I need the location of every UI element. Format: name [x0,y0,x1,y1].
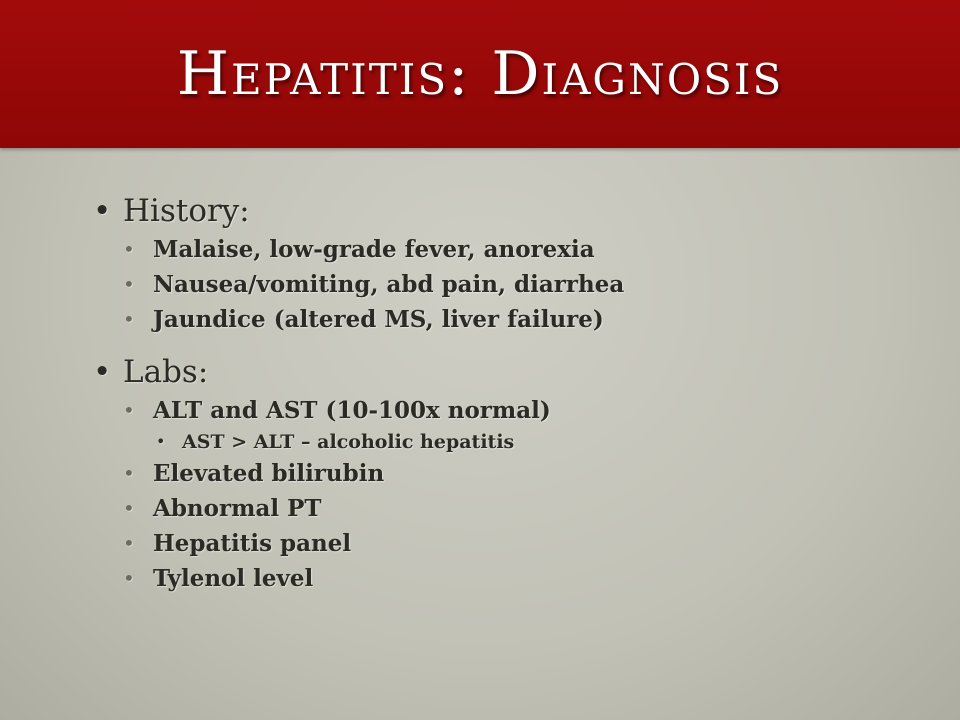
slide-title: Hepatitis: Diagnosis [176,39,784,109]
title-bar [0,0,960,148]
bullet-item: • Abnormal PT [93,491,913,526]
bullet-item: • Elevated bilirubin [93,456,913,491]
bullet-heading-history: • History: [93,190,913,232]
bullet-item: • Hepatitis panel [93,526,913,561]
section-labs [93,351,913,596]
bullet-heading-labs: • Labs: [93,351,913,393]
bullet-item: • Jaundice (altered MS, liver failure) [93,302,913,337]
section-history [93,190,913,337]
slide-content [93,190,913,596]
bullet-item: • ALT and AST (10-100x normal) [93,393,913,428]
sub-bullet-item: • AST > ALT – alcoholic hepatitis [93,428,913,456]
bullet-item: • Malaise, low-grade fever, anorexia [93,232,913,267]
bullet-item: • Tylenol level [93,561,913,596]
bullet-item: • Nausea/vomiting, abd pain, diarrhea [93,267,913,302]
